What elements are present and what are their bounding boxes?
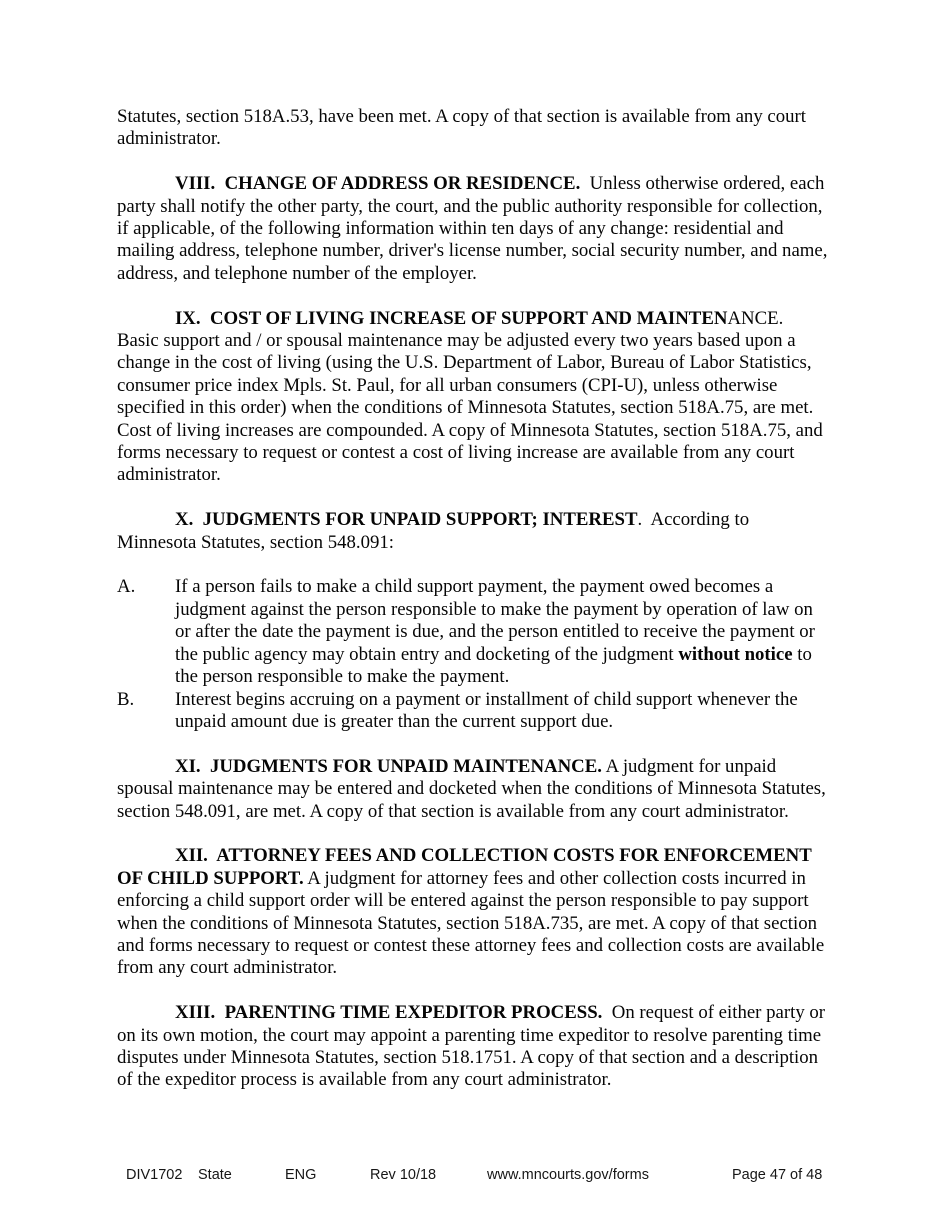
section-xii-paragraph bbox=[117, 845, 833, 979]
body-text: to the person responsible to make the payment. bbox=[175, 643, 817, 688]
section-x-paragraph bbox=[117, 509, 833, 554]
body-text: . According to Minnesota Statutes, section 548.091: bbox=[117, 509, 754, 553]
list-item-a bbox=[117, 576, 833, 688]
intro-continuation-paragraph bbox=[117, 106, 833, 151]
body-text: ANCE. Basic support and / or spousal maintenance may be adjusted every two years based upon a change in the cost of living (using the U.S. Department of Labor, Bureau of Labor Statistics, consumer price index Mpls. St. Paul, for all urban consumers (CPI-U), unless otherwise specified in this order) when the conditions of Minnesota Statutes, section 518A.75, are met. Cost of living increases are compounded. A copy of Minnesota Statutes, section 518A.75, and forms necessary to request or contest a cost of living increase are available from any court administrator. bbox=[117, 307, 828, 486]
list-item-label: B. bbox=[117, 688, 135, 710]
footer-website: www.mncourts.gov/forms bbox=[487, 1167, 649, 1183]
page-footer bbox=[0, 1167, 950, 1187]
emphasis-text: XIII. PARENTING TIME EXPEDITOR PROCESS. bbox=[175, 1002, 603, 1024]
footer-page-number: Page 47 of 48 bbox=[732, 1167, 823, 1183]
emphasis-text: XII. ATTORNEY FEES AND COLLECTION COSTS FOR ENFORCEMENT OF CHILD SUPPORT. bbox=[117, 845, 817, 889]
section-xiii-paragraph bbox=[117, 1002, 833, 1092]
body-text: A judgment for unpaid spousal maintenance may be entered and docketed when the conditions of Minnesota Statutes, section 548.091, are met. A copy of that section is available from any court administrator. bbox=[117, 755, 831, 822]
emphasis-text: without notice bbox=[678, 643, 793, 665]
document-body bbox=[117, 106, 833, 1092]
section-ix-paragraph bbox=[117, 308, 833, 487]
section-viii-paragraph bbox=[117, 173, 833, 285]
list-item-b bbox=[117, 689, 833, 734]
body-text: Statutes, section 518A.53, have been met. A copy of that section is available from any court administrator. bbox=[117, 106, 811, 150]
footer-language: ENG bbox=[285, 1167, 317, 1183]
emphasis-text: IX. COST OF LIVING INCREASE OF SUPPORT AND MAINTEN bbox=[175, 307, 728, 329]
list-item-label: A. bbox=[117, 576, 136, 598]
body-text: A judgment for attorney fees and other collection costs incurred in enforcing a child support order will be entered against the person responsible to pay support when the conditions of Minnesota Statutes, section 518A.735, are met. A copy of that section and forms necessary to request or contest these attorney fees and collection costs are available from any court administrator. bbox=[117, 867, 829, 979]
body-text: If a person fails to make a child support payment, the payment owed becomes a judgment against the person responsible to make the payment by operation of law on or after the date the payment is due, and the person entitled to receive the payment or the public agency may obtain entry and docketing of the judgment bbox=[175, 576, 820, 665]
footer-form-number: DIV1702 bbox=[126, 1167, 183, 1183]
footer-revision: Rev 10/18 bbox=[370, 1167, 437, 1183]
emphasis-text: VIII. CHANGE OF ADDRESS OR RESIDENCE. bbox=[175, 173, 581, 195]
body-text: Interest begins accruing on a payment or installment of child support whenever the unpaid amount due is greater than the current support due. bbox=[175, 688, 803, 732]
body-text: Unless otherwise ordered, each party shall notify the other party, the court, and the public authority responsible for collection, if applicable, of the following information within ten days of any change: residential and mailing address, telephone number, driver's license number, social security number, and name, address, and telephone number of the employer. bbox=[117, 173, 833, 284]
emphasis-text: XI. JUDGMENTS FOR UNPAID MAINTENANCE. bbox=[175, 755, 602, 777]
section-xi-paragraph bbox=[117, 756, 833, 823]
body-text: On request of either party or on its own motion, the court may appoint a parenting time expeditor to resolve parenting time disputes under Minnesota Statutes, section 518.1751. A copy of that section and a description of the expeditor process is available from any court administrator. bbox=[117, 1002, 830, 1091]
footer-jurisdiction: State bbox=[198, 1167, 232, 1183]
emphasis-text: X. JUDGMENTS FOR UNPAID SUPPORT; INTEREST bbox=[175, 509, 638, 531]
